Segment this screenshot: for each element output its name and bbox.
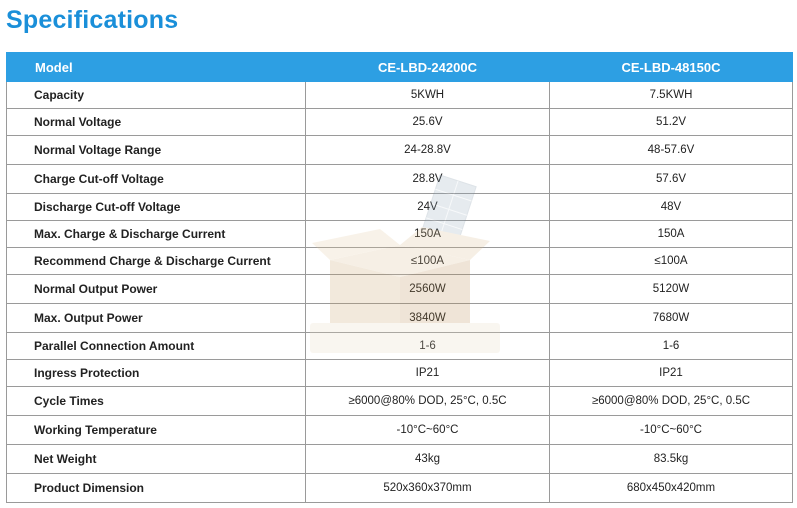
row-label: Normal Output Power	[7, 275, 306, 304]
table-header-row	[7, 53, 793, 82]
row-value: 24V	[306, 194, 550, 221]
row-value: ≤100A	[550, 248, 793, 275]
row-label: Discharge Cut-off Voltage	[7, 194, 306, 221]
row-value: 150A	[306, 221, 550, 248]
row-value: 28.8V	[306, 165, 550, 194]
row-label: Max. Output Power	[7, 304, 306, 333]
specifications-table	[6, 52, 793, 503]
row-label: Cycle Times	[7, 387, 306, 416]
row-value: 51.2V	[550, 109, 793, 136]
row-value: 1-6	[550, 333, 793, 360]
table-row	[7, 109, 793, 136]
row-label: Working Temperature	[7, 416, 306, 445]
row-value: IP21	[550, 360, 793, 387]
row-value: -10°C~60°C	[550, 416, 793, 445]
row-value: 83.5kg	[550, 445, 793, 474]
table-row	[7, 333, 793, 360]
row-value: 5120W	[550, 275, 793, 304]
table-row	[7, 474, 793, 503]
row-value: 2560W	[306, 275, 550, 304]
header-model-2: CE-LBD-48150C	[550, 53, 793, 82]
row-value: ≥6000@80% DOD, 25°C, 0.5C	[550, 387, 793, 416]
row-label: Ingress Protection	[7, 360, 306, 387]
header-model: Model	[7, 53, 306, 82]
header-model-1: CE-LBD-24200C	[306, 53, 550, 82]
table-row	[7, 136, 793, 165]
table-row	[7, 275, 793, 304]
table-row	[7, 82, 793, 109]
table-row	[7, 360, 793, 387]
row-value: ≥6000@80% DOD, 25°C, 0.5C	[306, 387, 550, 416]
row-value: 7.5KWH	[550, 82, 793, 109]
row-value: IP21	[306, 360, 550, 387]
table-row	[7, 165, 793, 194]
row-value: 24-28.8V	[306, 136, 550, 165]
row-value: 48-57.6V	[550, 136, 793, 165]
row-value: 7680W	[550, 304, 793, 333]
table-row	[7, 416, 793, 445]
row-label: Normal Voltage	[7, 109, 306, 136]
table-row	[7, 221, 793, 248]
row-value: 150A	[550, 221, 793, 248]
row-label: Recommend Charge & Discharge Current	[7, 248, 306, 275]
row-label: Capacity	[7, 82, 306, 109]
row-value: 57.6V	[550, 165, 793, 194]
row-value: 680x450x420mm	[550, 474, 793, 503]
row-value: 43kg	[306, 445, 550, 474]
row-value: -10°C~60°C	[306, 416, 550, 445]
row-label: Net Weight	[7, 445, 306, 474]
row-value: 5KWH	[306, 82, 550, 109]
page-title: Specifications	[6, 6, 179, 34]
row-value: 25.6V	[306, 109, 550, 136]
row-value: 3840W	[306, 304, 550, 333]
row-label: Charge Cut-off Voltage	[7, 165, 306, 194]
table-row	[7, 304, 793, 333]
row-value: 520x360x370mm	[306, 474, 550, 503]
row-label: Parallel Connection Amount	[7, 333, 306, 360]
table-row	[7, 445, 793, 474]
table-row	[7, 194, 793, 221]
row-label: Normal Voltage Range	[7, 136, 306, 165]
table-row	[7, 387, 793, 416]
row-label: Max. Charge & Discharge Current	[7, 221, 306, 248]
row-value: 48V	[550, 194, 793, 221]
row-value: 1-6	[306, 333, 550, 360]
table-row	[7, 248, 793, 275]
row-label: Product Dimension	[7, 474, 306, 503]
row-value: ≤100A	[306, 248, 550, 275]
